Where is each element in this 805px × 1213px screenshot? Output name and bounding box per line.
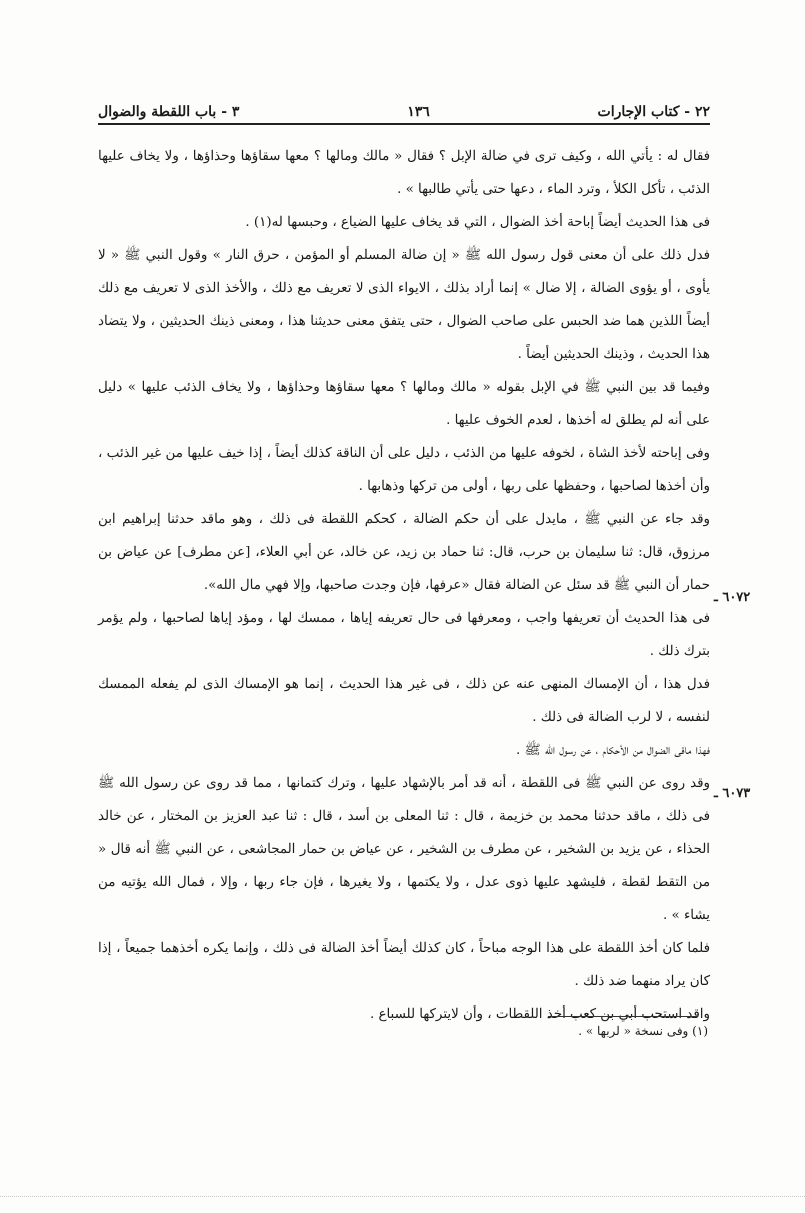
footnote: (١) وفى نسخة « لربها » . — [578, 1024, 708, 1038]
paragraph: فهذا ماقى الضوال من الأحكام ، عن رسول الله ﷺ . — [516, 743, 710, 758]
paragraph: فقال له : يأتي الله ، وكيف ترى في ضالة الإبل ؟ فقال « مالك ومالها ؟ معها سقاؤها وحذاؤها ، ولا يخاف عليها الذئب ، تأكل الكلأ ، وترد الماء ، دعها حتى يأتي طالبها » . — [98, 149, 710, 197]
paragraph: فى هذا الحديث أن تعريفها واجب ، ومعرفها فى حال تعريفه إياها ، ممسك لها ، ومؤد إياها لصاحبها ، ولم يؤمر بترك ذلك . — [98, 611, 710, 659]
hadith-number-6073: ٦٠٧٣ ـ — [714, 786, 751, 801]
paragraph: فلما كان أخذ اللقطة على هذا الوجه مباحاً ، كان كذلك أيضاً أخذ الضالة فى ذلك ، وإنما يكره أخذهما جميعاً ، إذا كان يراد منهما ضد ذلك . — [98, 941, 710, 989]
paragraph: وفى إباحته لأخذ الشاة ، لخوفه عليها من الذئب ، دليل على أن الناقة كذلك أيضاً ، إذا خيف عليها من غير الذئب ، وأن أخذها لصاحبها ، وحفظها على ربها ، أولى من تركها وذهابها . — [98, 446, 710, 494]
running-header — [98, 96, 710, 120]
main-text — [98, 140, 710, 1031]
header-page-number: ١٣٦ — [407, 104, 430, 120]
header-chapter-title: ٣ - باب اللقطة والضوال — [98, 104, 240, 120]
paragraph: وفيما قد بين النبي ﷺ في الإبل بقوله « مالك ومالها ؟ معها سقاؤها وحذاؤها ، ولا يخاف الذئب عليها » دليل على أنه لم يطلق له أخذها ، لعدم الخوف عليها . — [98, 380, 710, 428]
header-book-title: ٢٢ - كتاب الإجارات — [597, 104, 710, 120]
footnote-rule — [548, 1016, 698, 1017]
paragraph: فى هذا الحديث أيضاً إباحة أخذ الضوال ، التي قد يخاف عليها الضياع ، وحبسها له(١) . — [245, 215, 710, 230]
hadith-number-6072: ٦٠٧٢ ـ — [714, 590, 751, 605]
header-rule — [98, 123, 710, 125]
scan-edge-line — [0, 1196, 805, 1197]
paragraph: وقد جاء عن النبي ﷺ ، مايدل على أن حكم الضالة ، كحكم اللقطة فى ذلك ، وهو ماقد حدثنا إبراهيم ابن مرزوق، قال: ثنا سليمان بن حرب، قال: ثنا حماد بن زيد، عن خالد، عن أبي العلاء، [عن مطرف] عن عياض بن حمار أن النبي ﷺ قد سئل عن الضالة فقال «عرفها، فإن وجدت صاحبها، وإلا فهي مال الله». — [98, 512, 710, 593]
paragraph: واقد استحب أبي بن كعب أخذ اللقطات ، وأن لايتركها للسباع . — [369, 1007, 710, 1022]
paragraph: وقد روى عن النبي ﷺ فى اللقطة ، أنه قد أمر بالإشهاد عليها ، وترك كتمانها ، مما قد روى عن رسول الله ﷺ فى ذلك ، ماقد حدثنا محمد بن خزيمة ، قال : ثنا المعلى بن أسد ، قال : ثنا عبد العزيز بن المختار ، عن خالد الحذاء ، عن يزيد بن الشخير ، عن مطرف بن الشخير ، عن عياض بن حمار المجاشعى ، عن النبي ﷺ أنه قال « من التقط لقطة ، فليشهد عليها ذوى عدل ، ولا يكتمها ، ولا يغيرها ، فإن جاء ربها ، وإلا ، فمال الله يؤتيه من يشاء » . — [98, 776, 710, 923]
paragraph: فدل ذلك على أن معنى قول رسول الله ﷺ « إن ضالة المسلم أو المؤمن ، حرق النار » وقول النبي ﷺ « لا يأوى ، أو يؤوى الضالة ، إلا ضال » إنما أراد بذلك ، الايواء الذى لا تعريف مع ذلك ، والأخذ الذى لا تعريف مع ذلك أيضاً اللذين هما ضد الحبس على صاحب الضوال ، حتى يتفق معنى حديثنا هذا ، ومعنى ذينك الحديثين ، ولا يتضاد هذا الحديث ، وذينك الحديثين أيضاً . — [98, 248, 710, 362]
paragraph: فدل هذا ، أن الإمساك المنهى عنه عن ذلك ، فى غير هذا الحديث ، إنما هو الإمساك الذى لم يفعله الممسك لنفسه ، لا لرب الضالة فى ذلك . — [98, 677, 710, 725]
